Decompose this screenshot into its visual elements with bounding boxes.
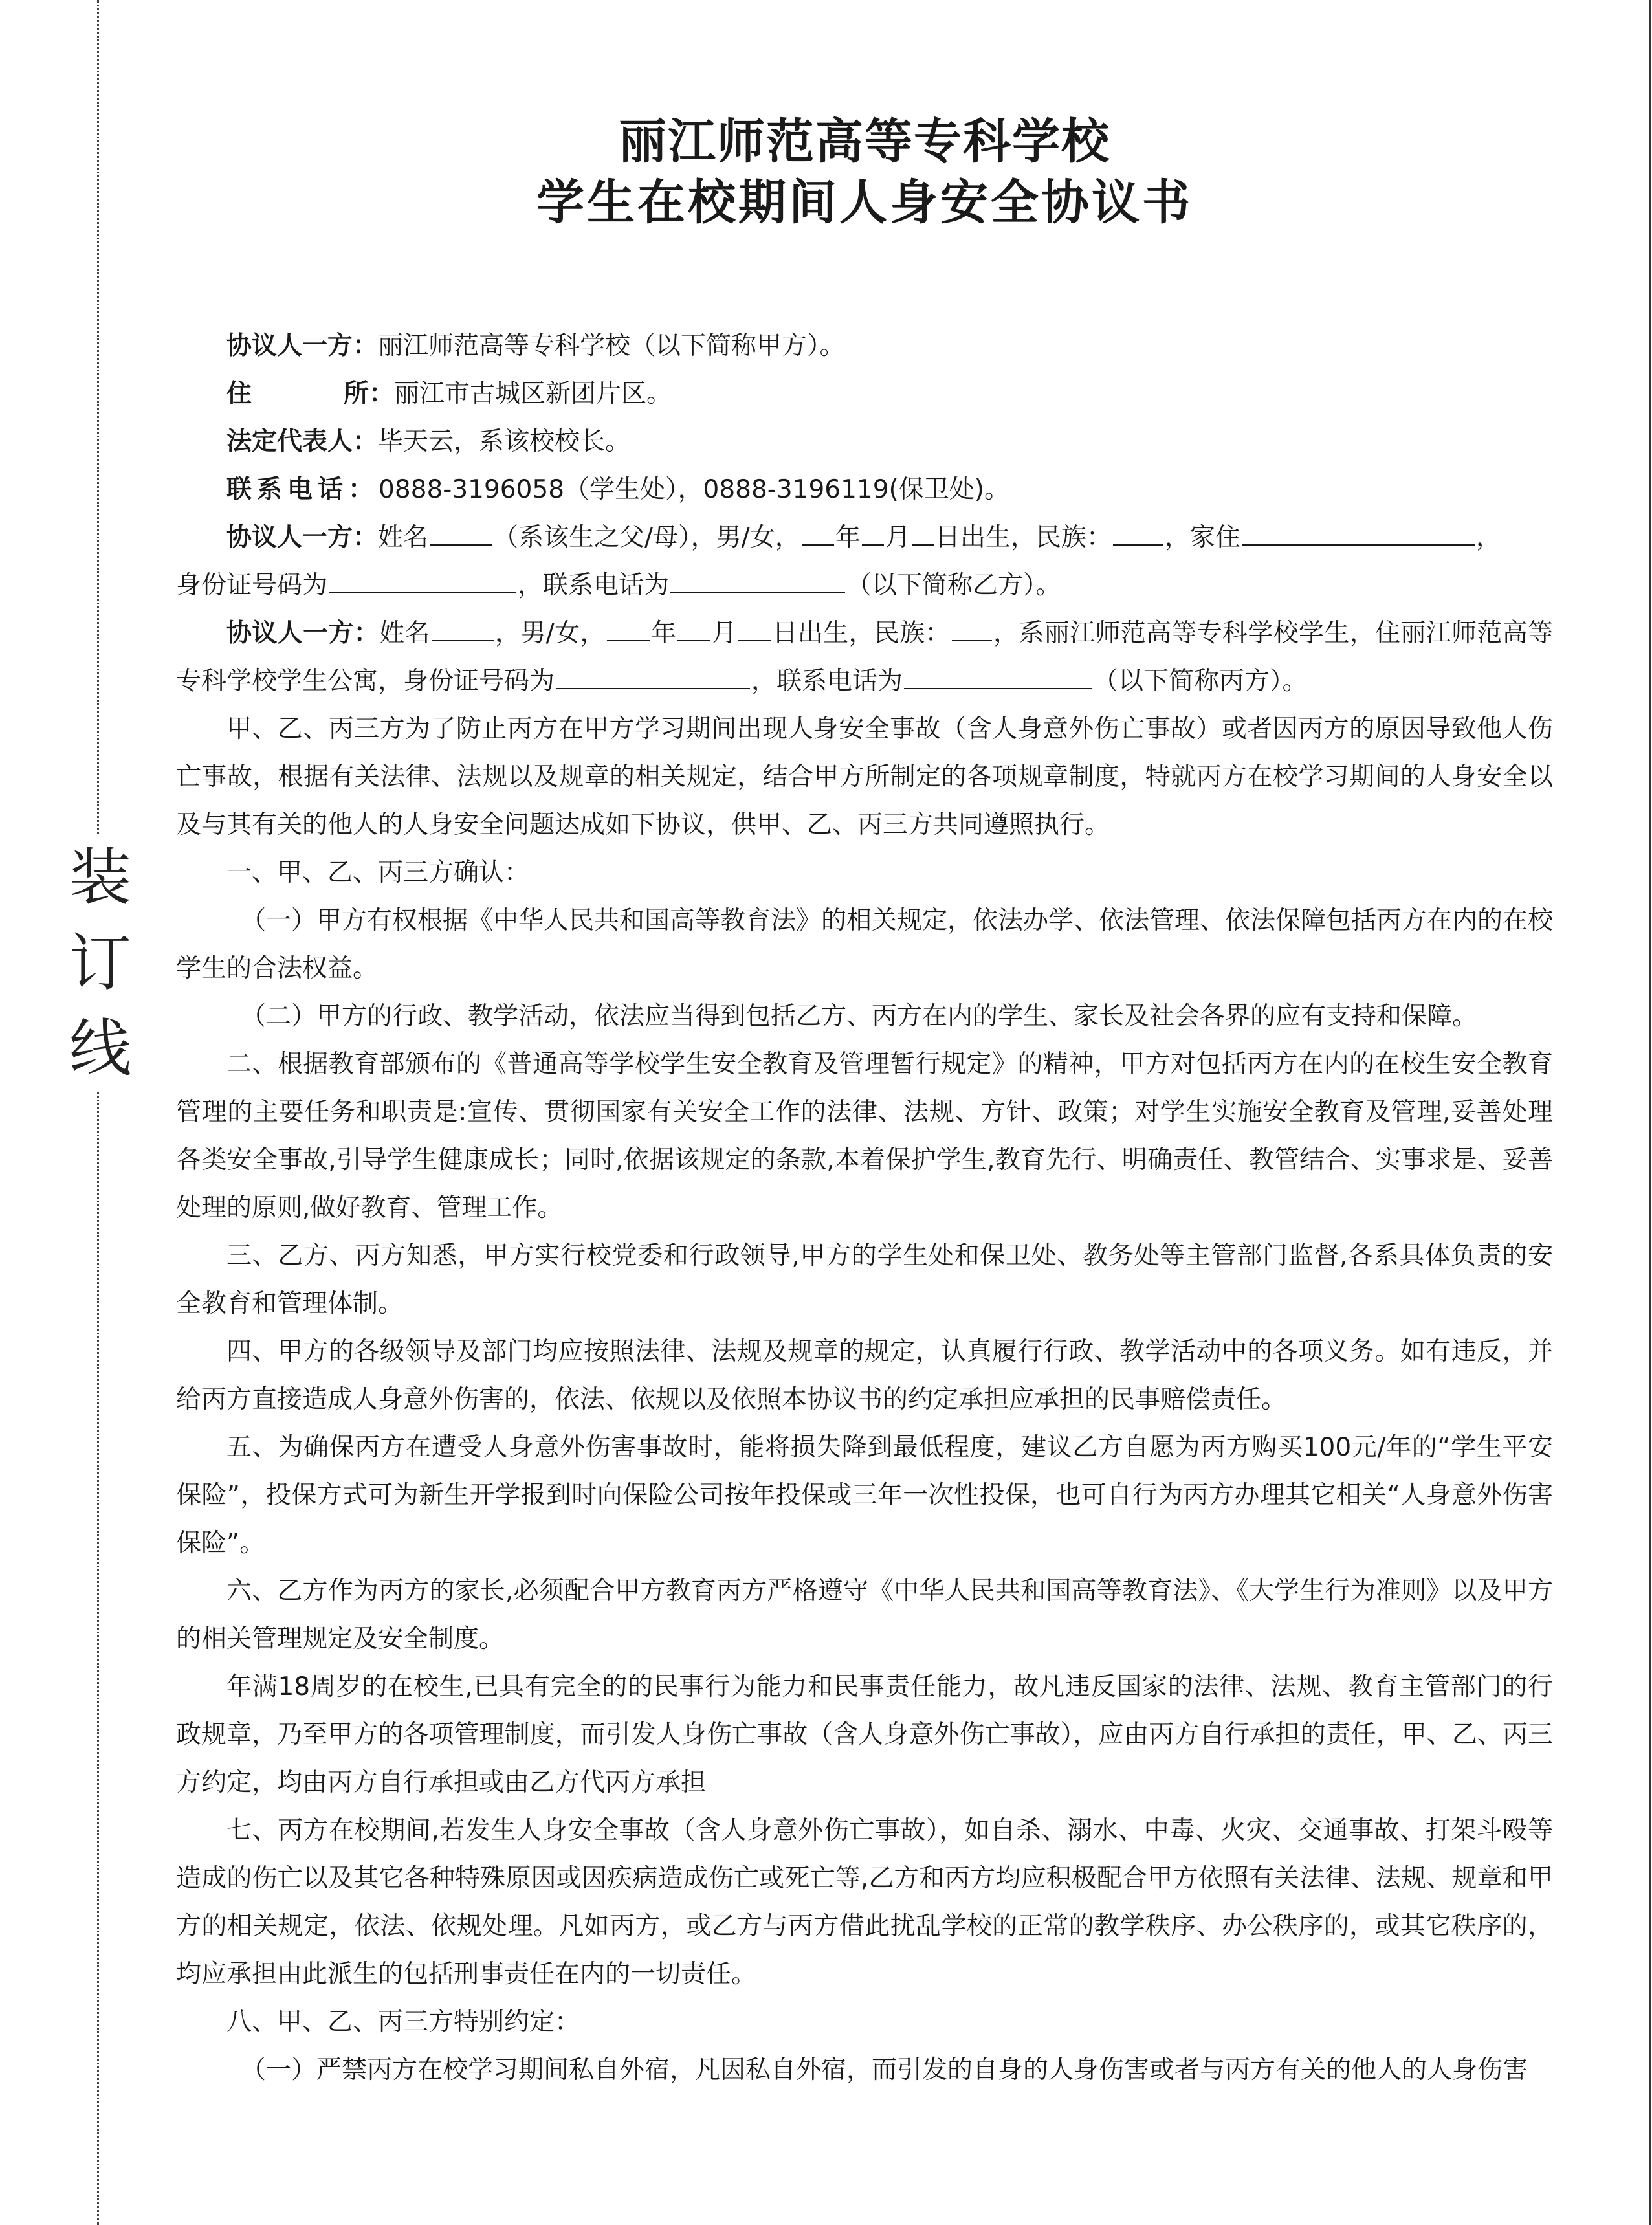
- document-title: [176, 111, 1553, 233]
- party-b-home-blank[interactable]: [1242, 521, 1475, 546]
- clause-1-heading: 一、甲、乙、丙三方确认：: [226, 858, 530, 887]
- binding-dotted-line: [97, 0, 99, 2225]
- clause-8-item-1: （一）严禁丙方在校学习期间私自外宿，凡因私自外宿，而引发的自身的人身伤害或者与丙方有关的他人的人身伤害: [241, 2055, 1528, 2085]
- party-c-gender-text: ，男/女，: [494, 619, 606, 648]
- clause-5-paragraph: 五、为确保丙方在遭受人身意外伤害事故时，能将损失降到最低程度，建议乙方自愿为丙方购买100元/年的“学生平安保险”，投保方式可为新生开学报到时向保险公司按年投保或三年一次性投保，也可自行为丙方办理其它相关“人身意外伤害保险”。: [176, 1433, 1553, 1558]
- party-c-label: 协议人一方：: [226, 619, 379, 648]
- party-b-month-blank[interactable]: [862, 521, 884, 546]
- party-c-residence-text: ，系丽江师范高等专科学校学生，住丽江师范高等专科学校学生公寓，身份证号码为: [176, 619, 1553, 696]
- party-c-block: [176, 610, 1553, 705]
- party-b-day-blank[interactable]: [912, 521, 934, 546]
- binding-margin-label: [65, 835, 136, 1091]
- party-b-label: 协议人一方：: [226, 523, 379, 552]
- party-b-block: [176, 514, 1553, 610]
- binding-char-1: 装: [69, 841, 131, 914]
- party-c-name-blank[interactable]: [432, 617, 494, 641]
- preamble-paragraph: 甲、乙、丙三方为了防止丙方在甲方学习期间出现人身安全事故（含人身意外伤亡事故）或者因丙方的原因导致他人伤亡事故，根据有关法律、法规以及规章的相关规定，结合甲方所制定的各项规章制度，特就丙方在校学习期间的人身安全以及与其有关的他人的人身安全问题达成如下协议，供甲、乙、丙三方共同遵照执行。: [176, 714, 1553, 839]
- party-c-day-blank[interactable]: [738, 617, 771, 641]
- party-a-label: 协议人一方：: [226, 331, 379, 360]
- clause-8-heading: 八、甲、乙、丙三方特别约定：: [226, 2008, 580, 2037]
- party-b-year-label: 年: [835, 523, 861, 552]
- clause-6-adult-paragraph: 年满18周岁的在校生,已具有完全的的民事行为能力和民事责任能力，故凡违反国家的法律、法规、教育主管部门的行政规章，乃至甲方的各项管理制度，而引发人身伤亡事故（含人身意外伤亡事故），应由丙方自行承担的责任，甲、乙、丙三方约定，均由丙方自行承担或由乙方代丙方承担: [176, 1672, 1553, 1797]
- party-b-comma: ，: [1475, 523, 1501, 552]
- clause-6-paragraph: 六、乙方作为丙方的家长,必须配合甲方教育丙方严格遵守《中华人民共和国高等教育法》、《大学生行为准则》以及甲方的相关管理规定及安全制度。: [176, 1577, 1553, 1654]
- party-c-id-blank[interactable]: [556, 665, 750, 689]
- party-b-name-label: 姓名: [378, 523, 429, 552]
- party-c-tel-blank[interactable]: [904, 665, 1092, 689]
- party-b-ethnicity-label: 日出生，民族：: [934, 523, 1112, 552]
- address-text: 丽江市古城区新团片区。: [394, 379, 672, 408]
- clause-3-paragraph: 三、乙方、丙方知悉，甲方实行校党委和行政领导,甲方的学生处和保卫处、教务处等主管部门监督,各系具体负责的安全教育和管理体制。: [176, 1241, 1553, 1318]
- phone-label: 联系电话：: [226, 475, 379, 504]
- party-c-alias-text: （以下简称丙方）。: [1093, 667, 1308, 696]
- party-c-year-blank[interactable]: [607, 617, 650, 641]
- right-page-border: [1649, 0, 1651, 2225]
- document-body: [176, 322, 1553, 2094]
- phone-text: 0888-3196058（学生处），0888-3196119(保卫处)。: [379, 475, 1009, 504]
- clause-7-paragraph: 七、丙方在校期间,若发生人身安全事故（含人身意外伤亡事故），如自杀、溺水、中毒、火灾、交通事故、打架斗殴等造成的伤亡以及其它各种特殊原因或因疾病造成伤亡或死亡等,乙方和丙方均应积极配合甲方依照有关法律、法规、规章和甲方的相关规定，依法、依规处理。凡如丙方，或乙方与丙方借此扰乱学校的正常的教学秩序、办公秩序的，或其它秩序的，均应承担由此派生的包括刑事责任在内的一切责任。: [176, 1816, 1553, 1989]
- party-b-relation-text: （系该生之父/母），男/女，: [493, 523, 800, 552]
- document-page: [176, 111, 1553, 2094]
- phone-line: [176, 466, 1553, 514]
- clause-1-item-1: （一）甲方有权根据《中华人民共和国高等教育法》的相关规定，依法办学、依法管理、依法保障包括丙方在内的在校学生的合法权益。: [176, 906, 1554, 983]
- party-b-tel-label: ，联系电话为: [518, 571, 670, 600]
- party-c-name-label: 姓名: [379, 619, 430, 648]
- title-agreement-name: 学生在校期间人身安全协议书: [536, 175, 1193, 230]
- representative-label: 法定代表人：: [226, 427, 379, 456]
- address-line: [176, 370, 1553, 418]
- binding-char-2: 订: [69, 927, 131, 999]
- party-b-alias-text: （以下简称乙方）。: [846, 571, 1061, 600]
- party-b-home-label: ，家住: [1164, 523, 1240, 552]
- address-label-2: 所：: [344, 379, 395, 408]
- party-c-month-blank[interactable]: [677, 617, 710, 641]
- representative-text: 毕天云，系该校校长。: [378, 427, 631, 456]
- party-b-year-blank[interactable]: [802, 521, 834, 546]
- party-c-tel-label: ，联系电话为: [751, 667, 903, 696]
- clause-4-paragraph: 四、甲方的各级领导及部门均应按照法律、法规及规章的规定，认真履行行政、教学活动中的各项义务。如有违反，并给丙方直接造成人身意外伤害的，依法、依规以及依照本协议书的约定承担应承担的民事赔偿责任。: [176, 1337, 1553, 1414]
- address-label-1: 住: [226, 379, 252, 408]
- party-c-year-label: 年: [650, 619, 677, 648]
- party-b-name-blank[interactable]: [430, 521, 492, 546]
- party-a-line: [176, 322, 1553, 370]
- clause-1-item-2: （二）甲方的行政、教学活动，依法应当得到包括乙方、丙方在内的学生、家长及社会各界的应有支持和保障。: [241, 1002, 1478, 1031]
- representative-line: [176, 418, 1553, 466]
- party-b-id-label: 身份证号码为: [176, 571, 328, 600]
- party-c-ethnicity-blank[interactable]: [952, 617, 992, 641]
- party-a-text: 丽江师范高等专科学校（以下简称甲方）。: [378, 331, 845, 360]
- title-school-name: 丽江师范高等专科学校: [619, 114, 1110, 170]
- party-b-tel-blank[interactable]: [670, 569, 845, 593]
- party-c-ethnicity-label: 日出生，民族：: [772, 619, 951, 648]
- party-b-month-label: 月: [885, 523, 910, 552]
- party-b-id-blank[interactable]: [329, 569, 516, 593]
- party-b-ethnicity-blank[interactable]: [1113, 521, 1163, 546]
- clause-2-paragraph: 二、根据教育部颁布的《普通高等学校学生安全教育及管理暂行规定》的精神，甲方对包括丙方在内的在校生安全教育管理的主要任务和职责是:宣传、贯彻国家有关安全工作的法律、法规、方针、政策；对学生实施安全教育及管理,妥善处理各类安全事故,引导学生健康成长；同时,依据该规定的条款,本着保护学生,教育先行、明确责任、教管结合、实事求是、妥善处理的原则,做好教育、管理工作。: [176, 1050, 1553, 1223]
- party-c-month-label: 月: [711, 619, 738, 648]
- binding-char-3: 线: [69, 1012, 131, 1085]
